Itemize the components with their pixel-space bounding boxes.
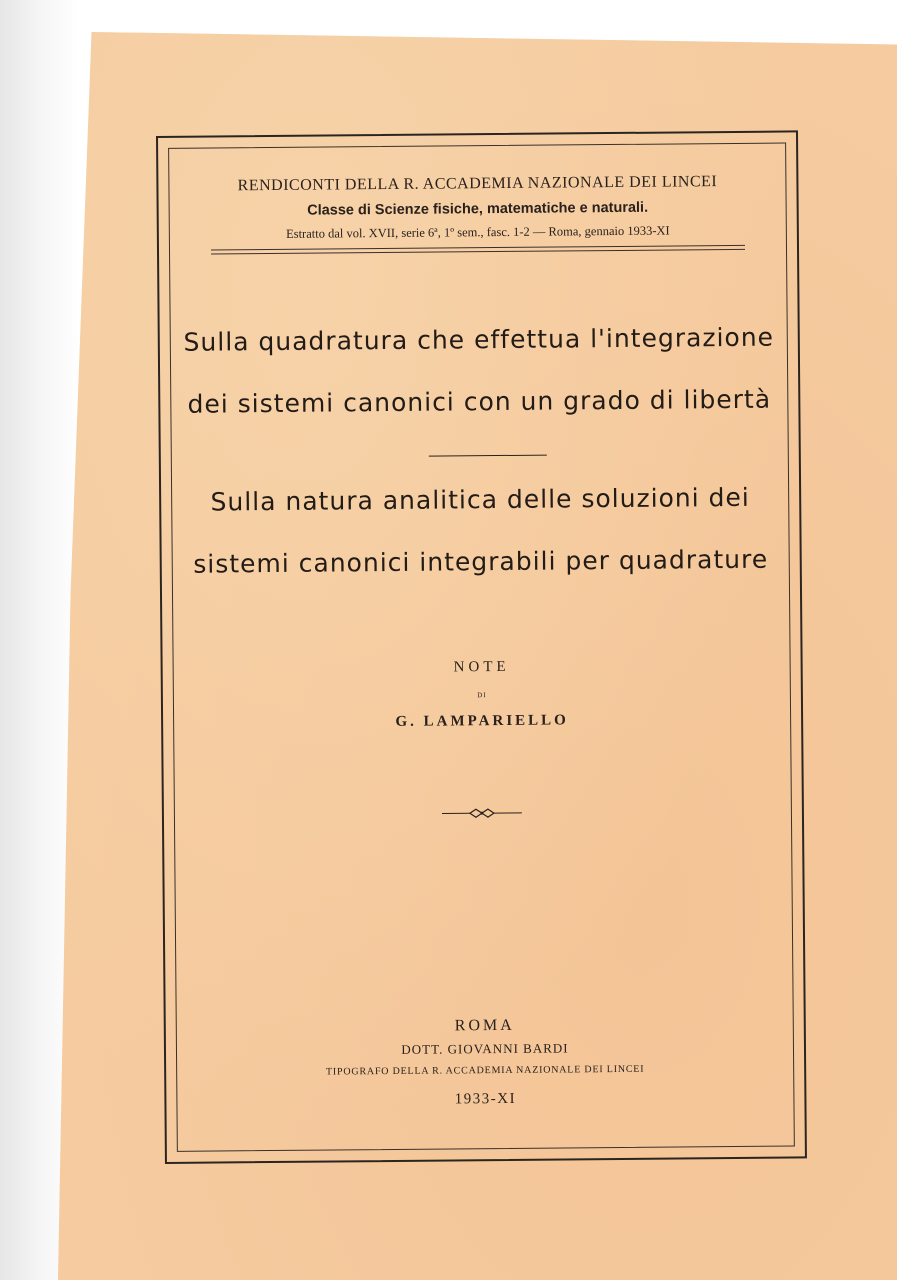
title-separator: [429, 455, 547, 457]
title-2-line-1: Sulla natura analitica delle soluzioni dei: [210, 482, 750, 517]
ornament-icon: [442, 807, 522, 820]
page-content: [158, 132, 805, 1162]
imprint-city: ROMA: [454, 1016, 515, 1035]
imprint-printer-role: TIPOGRAFO DELLA R. ACCADEMIA NAZIONALE DEI LINCEI: [325, 1063, 645, 1078]
author-name: G. LAMPARIELLO: [395, 712, 569, 730]
journal-class: Classe di Scienze fisiche, matematiche e naturali.: [307, 199, 649, 219]
imprint-year: 1933-XI: [454, 1090, 517, 1108]
title-1-line-2: dei sistemi canonici con un grado di libertà: [187, 384, 772, 419]
di-label: DI: [477, 691, 487, 700]
imprint-printer: DOTT. GIOVANNI BARDI: [401, 1040, 569, 1057]
page-border-outer: [156, 130, 807, 1164]
title-1-line-1: Sulla quadratura che effettua l'integrazione: [183, 322, 775, 357]
title-2-line-2: sistemi canonici integrabili per quadrature: [193, 544, 769, 579]
note-label: NOTE: [453, 658, 510, 676]
journal-title: RENDICONTI DELLA R. ACCADEMIA NAZIONALE DEI LINCEI: [237, 173, 718, 195]
extract-info: Estratto dal vol. XVII, serie 6ª, 1º sem., fasc. 1-2 — Roma, gennaio 1933-XI: [285, 223, 670, 241]
